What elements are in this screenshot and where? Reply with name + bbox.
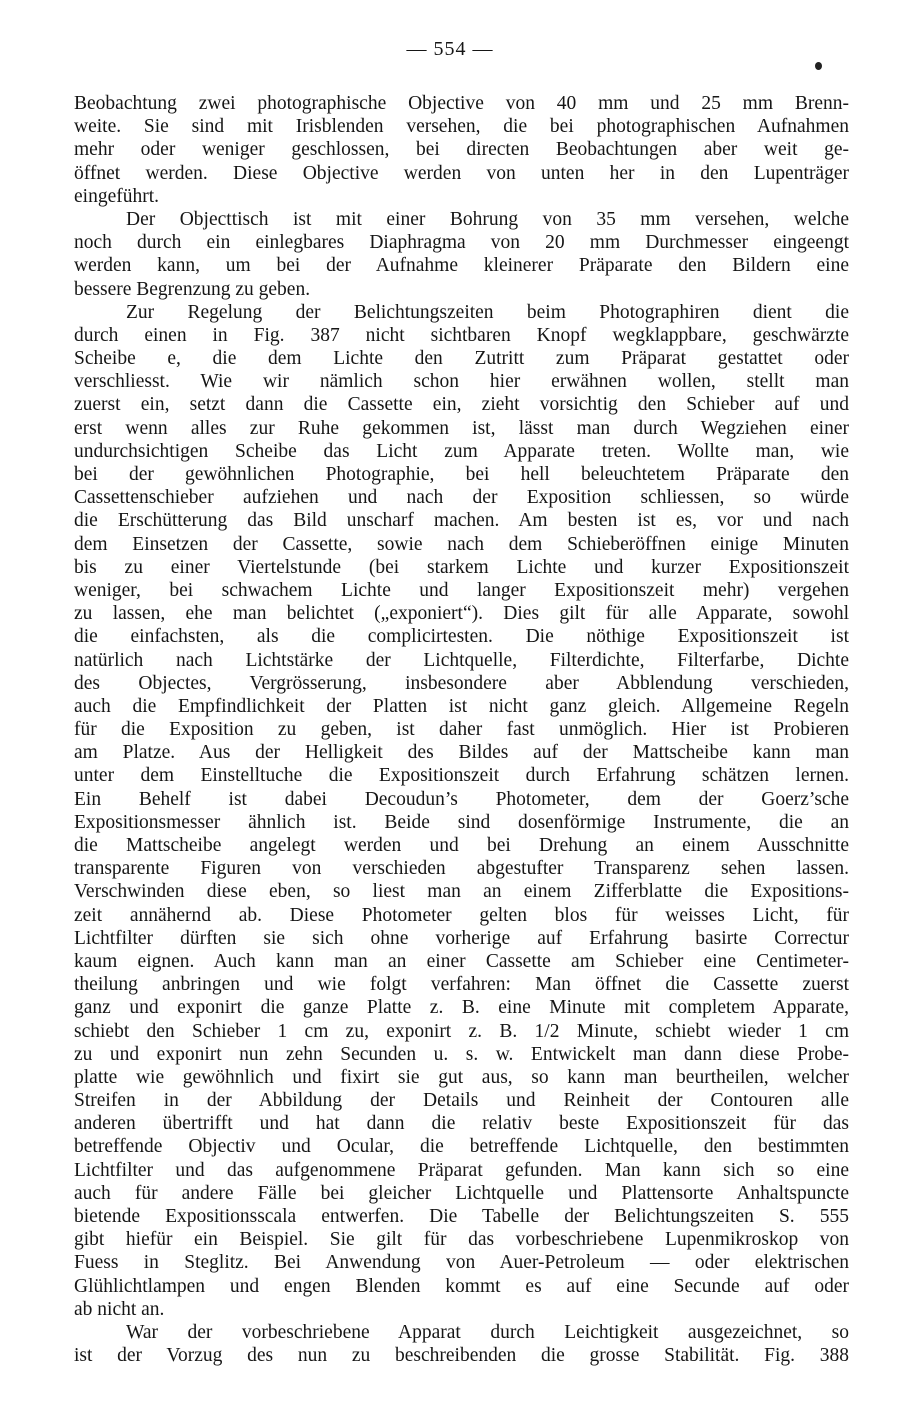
text-line: betreffende Objectiv und Ocular, die betreffende Lichtquelle, den bestimmten [74,1136,849,1158]
text-line: öffnet werden. Diese Objective werden von unten her in den Lupenträger [74,162,849,184]
text-line: gibt hiefür ein Beispiel. Sie gilt für das vorbeschriebene Lupenmikroskop von [74,1229,849,1251]
text-line: Zur Regelung der Belichtungszeiten beim Photographiren dient die [126,301,849,323]
text-line: platte wie gewöhnlich und fixirt sie gut aus, so kann man beurtheilen, welcher [74,1066,849,1088]
text-line: des Objectes, Vergrösserung, insbesondere aber Abblendung verschieden, [74,672,849,694]
text-line: Expositionsmesser ähnlich ist. Beide sind dosenförmige Instrumente, die an [74,811,849,833]
text-line: weniger, bei schwachem Lichte und langer Expositionszeit mehr) vergehen [74,579,849,601]
text-line: kaum eignen. Auch kann man an einer Cassette am Schieber eine Centimeter- [74,950,849,972]
text-line: Lichtfilter und das aufgenommene Präparat gefunden. Man kann sich so eine [74,1159,849,1181]
text-line: theilung anbringen und wie folgt verfahren: Man öffnet die Cassette zuerst [74,974,849,996]
text-line: Beobachtung zwei photographische Objective von 40 mm und 25 mm Brenn- [74,93,849,114]
text-line: zuerst ein, setzt dann die Cassette ein, zieht vorsichtig den Schieber auf und [74,394,849,416]
text-line: Fuess in Steglitz. Bei Anwendung von Auer-Petroleum — oder elektrischen [74,1252,849,1274]
text-line: Streifen in der Abbildung der Details und Reinheit der Contouren alle [74,1090,849,1112]
text-line: War der vorbeschriebene Apparat durch Leichtigkeit ausgezeichnet, so [126,1321,849,1343]
text-line: unter dem Einstelltuche die Expositionszeit durch Erfahrung schätzen lernen. [74,765,849,787]
text-line: für die Exposition zu geben, ist daher fast unmöglich. Hier ist Probieren [74,719,849,741]
text-line: natürlich nach Lichtstärke der Lichtquelle, Filterdichte, Filterfarbe, Dichte [74,649,849,671]
text-line: auch die Empfindlichkeit der Platten ist nicht ganz gleich. Allgemeine Regeln [74,695,849,717]
text-line: weite. Sie sind mit Irisblenden versehen, die bei photographischen Aufnahmen [74,116,849,138]
text-line: Lichtfilter dürften sie sich ohne vorherige auf Erfahrung basirte Correctur [74,927,849,949]
text-line: die einfachsten, als die complicirtesten. Die nöthige Expositionszeit ist [74,626,849,648]
text-line: Verschwinden diese eben, so liest man an einem Zifferblatte die Expositions- [74,881,849,903]
print-speck [815,62,822,70]
text-line: eingeführt. [74,185,160,207]
text-line: ab nicht an. [74,1298,165,1320]
text-line: zu und exponirt nun zehn Secunden u. s. w. Entwickelt man dann diese Probe- [74,1043,849,1065]
text-line: Scheibe e, die dem Lichte den Zutritt zum Präparat gestattet oder [74,348,849,370]
text-line: erst wenn alles zur Ruhe gekommen ist, lässt man durch Wegziehen einer [74,417,849,439]
text-line: Der Objecttisch ist mit einer Bohrung von 35 mm versehen, welche [126,208,849,230]
text-line: ganz und exponirt die ganze Platte z. B. eine Minute mit completem Apparate, [74,997,849,1019]
text-line: ist der Vorzug des nun zu beschreibenden die grosse Stabilität. Fig. 388 [74,1345,849,1367]
text-line: Glühlichtlampen und engen Blenden kommt es auf eine Secunde auf oder [74,1275,849,1297]
text-line: die Mattscheibe angelegt werden und bei Drehung an einem Ausschnitte [74,835,849,856]
text-line: noch durch ein einlegbares Diaphragma von 20 mm Durchmesser eingeengt [74,232,849,254]
text-line: transparente Figuren von verschieden abgestufter Transparenz sehen lassen. [74,858,849,880]
text-line: anderen übertrifft und hat dann die relativ beste Expositionszeit für das [74,1113,849,1135]
text-line: bessere Begrenzung zu geben. [74,278,311,300]
text-line: verschliesst. Wie wir nämlich schon hier erwähnen wollen, stellt man [74,371,849,393]
text-line: zu lassen, ehe man belichtet („exponiert“). Dies gilt für alle Apparate, sowohl [74,603,849,625]
text-line: auch für andere Fälle bei gleicher Lichtquelle und Plattensorte Anhaltspuncte [74,1182,849,1204]
text-line: bis zu einer Viertelstunde (bei starkem Lichte und kurzer Expositionszeit [74,556,849,578]
text-line: dem Einsetzen der Cassette, sowie nach dem Schieberöffnen einige Minuten [74,533,849,555]
text-line: am Platze. Aus der Helligkeit des Bildes auf der Mattscheibe kann man [74,742,849,764]
text-line: bei der gewöhnlichen Photographie, bei hell beleuchtetem Präparate den [74,464,849,485]
text-line: schiebt den Schieber 1 cm zu, exponirt z. B. 1/2 Minute, schiebt wieder 1 cm [74,1020,849,1042]
text-line: Ein Behelf ist dabei Decoudun’s Photometer, dem der Goerz’sche [74,788,849,810]
text-line: Cassettenschieber aufziehen und nach der Exposition schliessen, so würde [74,487,849,509]
text-line: undurchsichtigen Scheibe das Licht zum Apparate treten. Wollte man, wie [74,440,849,462]
text-line: zeit annähernd ab. Diese Photometer gelten blos für weisses Licht, für [74,904,849,926]
text-line: bietende Expositionsscala entwerfen. Die Tabelle der Belichtungszeiten S. 555 [74,1206,849,1227]
body-text [74,92,849,1367]
text-line: die Erschütterung das Bild unscharf machen. Am besten ist es, vor und nach [74,510,849,532]
text-line: mehr oder weniger geschlossen, bei directen Beobachtungen aber weit ge- [74,139,849,161]
page-number: — 554 — [406,38,494,60]
text-line: werden kann, um bei der Aufnahme kleinerer Präparate den Bildern eine [74,255,849,277]
text-line: durch einen in Fig. 387 nicht sichtbaren Knopf wegklappbare, geschwärzte [74,324,849,346]
